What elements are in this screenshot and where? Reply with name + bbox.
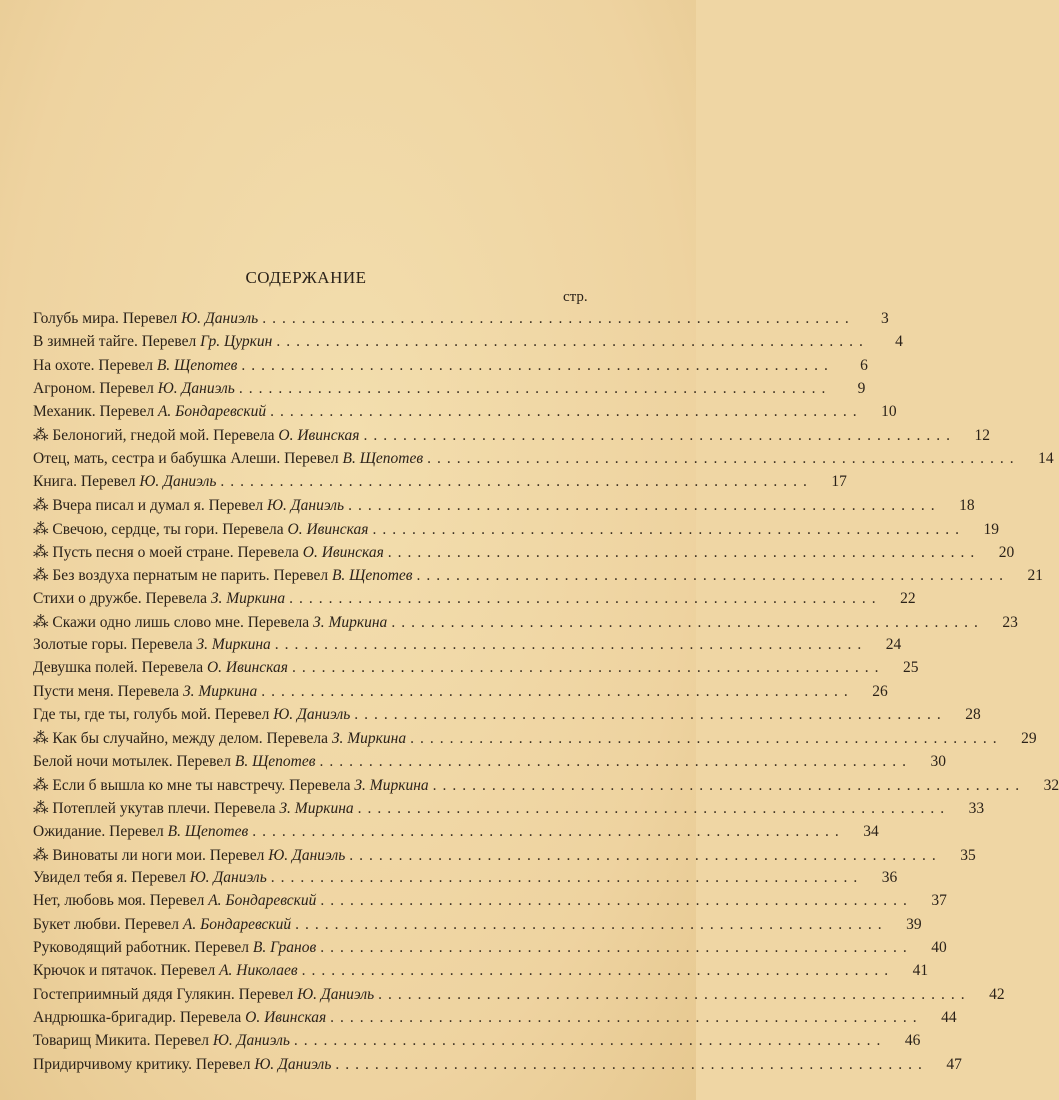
leader-dots: ............................................................: [291, 659, 885, 677]
entry-translator: З. Миркина: [182, 682, 258, 700]
entry-translator: О. Ивинская: [206, 659, 288, 677]
toc-entry: [33, 939, 947, 962]
entry-page: 9: [857, 379, 866, 397]
entry-page: 20: [998, 543, 1015, 561]
entry-translator: А. Бондаревский: [208, 892, 317, 910]
leader-dots: ............................................................: [262, 310, 855, 327]
entry-translator: З. Миркина: [331, 730, 407, 748]
entry-page: 32: [1043, 776, 1059, 794]
entry-translator: З. Миркина: [210, 589, 286, 607]
toc-entry: [33, 449, 1054, 473]
entry-title: Отец, мать, сестра и бабушка Алеши. Перевел В. Щепотев: [33, 449, 424, 467]
entry-title: В зимней тайге. Перевел Гр. Цуркин: [33, 333, 273, 351]
entry-title: Стихи о дружбе. Перевела З. Миркина: [33, 589, 286, 607]
entry-translator: В. Щепотев: [234, 752, 316, 770]
toc-entry: [33, 659, 919, 682]
entry-translator: Ю. Даниэль: [267, 497, 345, 515]
entry-translator: Ю. Даниэль: [139, 473, 217, 491]
entry-title: Товарищ Микита. Перевел Ю. Даниэль: [33, 1032, 290, 1050]
toc-entry: [33, 706, 981, 729]
leader-dots: ............................................................: [357, 800, 951, 818]
toc-entry: [33, 333, 903, 356]
entry-title: ⁂ Без воздуха пернатым не парить. Перевел В. Щепотев: [33, 567, 413, 585]
toc-entry: [33, 985, 1005, 1009]
toc-entry: [33, 799, 985, 822]
page-title: СОДЕРЖАНИЕ: [245, 268, 367, 287]
entry-translator: А. Николаев: [219, 962, 298, 980]
entry-page: 10: [881, 403, 897, 421]
toc-entry: [33, 310, 889, 333]
entry-translator: В. Гранов: [252, 939, 317, 957]
toc-entry: [33, 589, 916, 613]
entry-page: 3: [880, 310, 889, 327]
entry-translator: О. Ивинская: [245, 1008, 327, 1026]
entry-title: ⁂ Вчера писал и думал я. Перевел Ю. Даниэль: [33, 497, 345, 515]
toc-entry: [33, 613, 1018, 636]
entry-translator: А. Бондаревский: [182, 915, 292, 933]
entry-title: Придирчивому критику. Перевел Ю. Даниэль: [33, 1055, 332, 1073]
entry-title: Девушка полей. Перевела О. Ивинская: [33, 659, 288, 677]
entry-translator: Ю. Даниэль: [273, 706, 351, 724]
entry-page: 12: [974, 427, 990, 445]
entry-page: 18: [959, 497, 975, 515]
leader-dots: ............................................................: [301, 962, 895, 980]
entry-translator: В. Щепотев: [167, 822, 249, 840]
entry-page: 46: [904, 1032, 921, 1050]
entry-title: Агроном. Перевел Ю. Даниэль: [33, 379, 235, 397]
entry-translator: Ю. Даниэль: [268, 846, 346, 864]
entry-page: 14: [1038, 449, 1054, 467]
toc-entry: [33, 1055, 962, 1079]
leader-dots: ............................................................: [274, 636, 868, 654]
entry-page: 21: [1027, 567, 1044, 585]
leader-dots: ............................................................: [295, 915, 888, 933]
toc-entry: [33, 426, 990, 449]
entry-translator: Гр. Цуркин: [200, 333, 273, 351]
toc-entry: [33, 379, 866, 403]
toc-entry: [33, 473, 847, 496]
entry-page: 37: [931, 892, 947, 910]
leader-dots: ............................................................: [241, 356, 834, 374]
toc-entry: [33, 543, 1015, 566]
entry-title: ⁂ Как бы случайно, между делом. Перевела З. Миркина: [33, 730, 407, 748]
entry-title: Руководящий работник. Перевел В. Гранов: [33, 939, 317, 957]
leader-dots: ............................................................: [276, 333, 869, 351]
toc-entry: [33, 356, 868, 380]
entry-title: ⁂ Скажи одно лишь слово мне. Перевела З. Миркина: [33, 613, 388, 631]
leader-dots: ............................................................: [252, 822, 845, 840]
leader-dots: ............................................................: [330, 1008, 923, 1026]
entry-page: 24: [885, 636, 902, 654]
toc-entry: [33, 846, 976, 869]
entry-page: 42: [989, 985, 1005, 1003]
leader-dots: ............................................................: [363, 427, 956, 445]
leader-dots: ............................................................: [293, 1032, 887, 1050]
entry-page: 29: [1021, 730, 1037, 748]
page-column-label: стр.: [563, 289, 588, 305]
entry-translator: З. Миркина: [313, 613, 388, 631]
entry-translator: В. Щепотев: [331, 567, 413, 585]
toc-entry: [33, 752, 946, 776]
entry-page: 25: [902, 659, 919, 677]
entry-title: Букет любви. Перевел А. Бондаревский: [33, 915, 292, 933]
entry-translator: В. Щепотев: [342, 449, 424, 467]
entry-page: 19: [983, 520, 1000, 538]
entry-title: На охоте. Перевел В. Щепотев: [33, 356, 238, 374]
leader-dots: ............................................................: [335, 1055, 928, 1073]
leader-dots: ............................................................: [410, 730, 1003, 748]
entry-title: ⁂ Виноваты ли ноги мои. Перевел Ю. Даниэль: [33, 846, 346, 864]
toc-entry: [33, 1032, 921, 1055]
entry-title: ⁂ Если б вышла ко мне ты навстречу. Перевела З. Миркина: [33, 776, 429, 794]
entry-title: ⁂ Потеплей укутав плечи. Перевела З. Миркина: [33, 800, 354, 818]
entry-translator: З. Миркина: [354, 776, 429, 794]
entry-page: 40: [931, 939, 947, 957]
leader-dots: ............................................................: [387, 543, 981, 561]
leader-dots: ............................................................: [416, 567, 1010, 585]
entry-title: ⁂ Пусть песня о моей стране. Перевела О. Ивинская: [33, 543, 384, 561]
entry-title: Пусти меня. Перевела З. Миркина: [33, 682, 258, 700]
entry-translator: Ю. Даниэль: [189, 869, 267, 887]
entry-page: 41: [912, 962, 929, 980]
leader-dots: ............................................................: [238, 379, 832, 397]
entry-title: Крючок и пятачок. Перевел А. Николаев: [33, 962, 298, 980]
entry-title: Андрюшка-бригадир. Перевела О. Ивинская: [33, 1008, 327, 1026]
toc-entry: [33, 822, 879, 846]
entry-page: 35: [960, 846, 976, 864]
entry-title: ⁂ Белоногий, гнедой мой. Перевела О. Ивинская: [33, 427, 360, 445]
entry-page: 34: [863, 822, 879, 840]
toc-entry: [33, 892, 947, 915]
entry-title: Ожидание. Перевел В. Щепотев: [33, 822, 249, 840]
entry-translator: З. Миркина: [196, 636, 271, 654]
leader-dots: ............................................................: [319, 752, 912, 770]
leader-dots: ............................................................: [320, 939, 913, 957]
toc-entry: [33, 915, 922, 939]
entry-page: 39: [906, 915, 922, 933]
entry-page: 28: [965, 706, 981, 724]
leader-dots: ............................................................: [378, 985, 971, 1003]
entry-title: Голубь мира. Перевел Ю. Даниэль: [33, 310, 259, 327]
entry-page: 47: [946, 1055, 962, 1073]
entry-title: Белой ночи мотылек. Перевел В. Щепотев: [33, 752, 316, 770]
entry-translator: Ю. Даниэль: [254, 1055, 332, 1073]
entry-page: 36: [881, 869, 898, 887]
toc-entry: [33, 776, 1059, 799]
leader-dots: ............................................................: [261, 682, 854, 700]
leader-dots: ............................................................: [220, 473, 813, 491]
toc-entry: [33, 962, 929, 985]
entry-page: 6: [860, 356, 868, 374]
toc-entry: [33, 520, 1000, 543]
entry-page: 17: [831, 473, 847, 491]
table-of-contents: [33, 310, 1059, 1079]
entry-page: 26: [872, 682, 888, 700]
leader-dots: ............................................................: [372, 520, 966, 538]
toc-entry: [33, 682, 888, 706]
entry-page: 22: [900, 589, 916, 607]
leader-dots: ............................................................: [289, 589, 882, 607]
entry-translator: Ю. Даниэль: [297, 985, 375, 1003]
entry-translator: О. Ивинская: [287, 520, 369, 538]
leader-dots: ............................................................: [348, 497, 941, 515]
entry-title: Нет, любовь моя. Перевел А. Бондаревский: [33, 892, 317, 910]
entry-title: ⁂ Свечою, сердце, ты гори. Перевела О. Ивинская: [33, 520, 369, 538]
entry-title: Механик. Перевел А. Бондаревский: [33, 403, 267, 421]
entry-title: Гостеприимный дядя Гулякин. Перевел Ю. Даниэль: [33, 985, 375, 1003]
entry-translator: О. Ивинская: [278, 427, 360, 445]
entry-translator: З. Миркина: [279, 800, 354, 818]
entry-page: 30: [930, 752, 946, 770]
toc-entry: [33, 636, 902, 659]
leader-dots: ............................................................: [427, 449, 1020, 467]
leader-dots: ............................................................: [270, 403, 863, 421]
leader-dots: ............................................................: [320, 892, 913, 910]
entry-title: Увидел тебя я. Перевел Ю. Даниэль: [33, 869, 267, 887]
entry-page: 23: [1002, 613, 1018, 631]
entry-title: Книга. Перевел Ю. Даниэль: [33, 473, 217, 491]
entry-title: Где ты, где ты, голубь мой. Перевел Ю. Даниэль: [33, 706, 351, 724]
entry-translator: А. Бондаревский: [157, 403, 267, 421]
toc-entry: [33, 496, 975, 519]
entry-translator: Ю. Даниэль: [212, 1032, 290, 1050]
leader-dots: ............................................................: [391, 613, 984, 631]
entry-translator: Ю. Даниэль: [157, 379, 235, 397]
entry-translator: О. Ивинская: [302, 543, 384, 561]
toc-entry: [33, 403, 897, 426]
toc-entry: [33, 729, 1037, 752]
toc-entry: [33, 869, 898, 892]
entry-page: 4: [895, 333, 903, 351]
toc-entry: [33, 1008, 957, 1032]
entry-title: Золотые горы. Перевела З. Миркина: [33, 636, 271, 654]
toc-entry: [33, 566, 1044, 589]
leader-dots: ............................................................: [432, 776, 1026, 794]
leader-dots: ............................................................: [349, 846, 942, 864]
entry-translator: Ю. Даниэль: [181, 310, 259, 327]
entry-page: 44: [941, 1008, 957, 1026]
entry-page: 33: [968, 800, 985, 818]
entry-translator: В. Щепотев: [156, 356, 238, 374]
leader-dots: ............................................................: [270, 869, 864, 887]
leader-dots: ............................................................: [354, 706, 947, 724]
